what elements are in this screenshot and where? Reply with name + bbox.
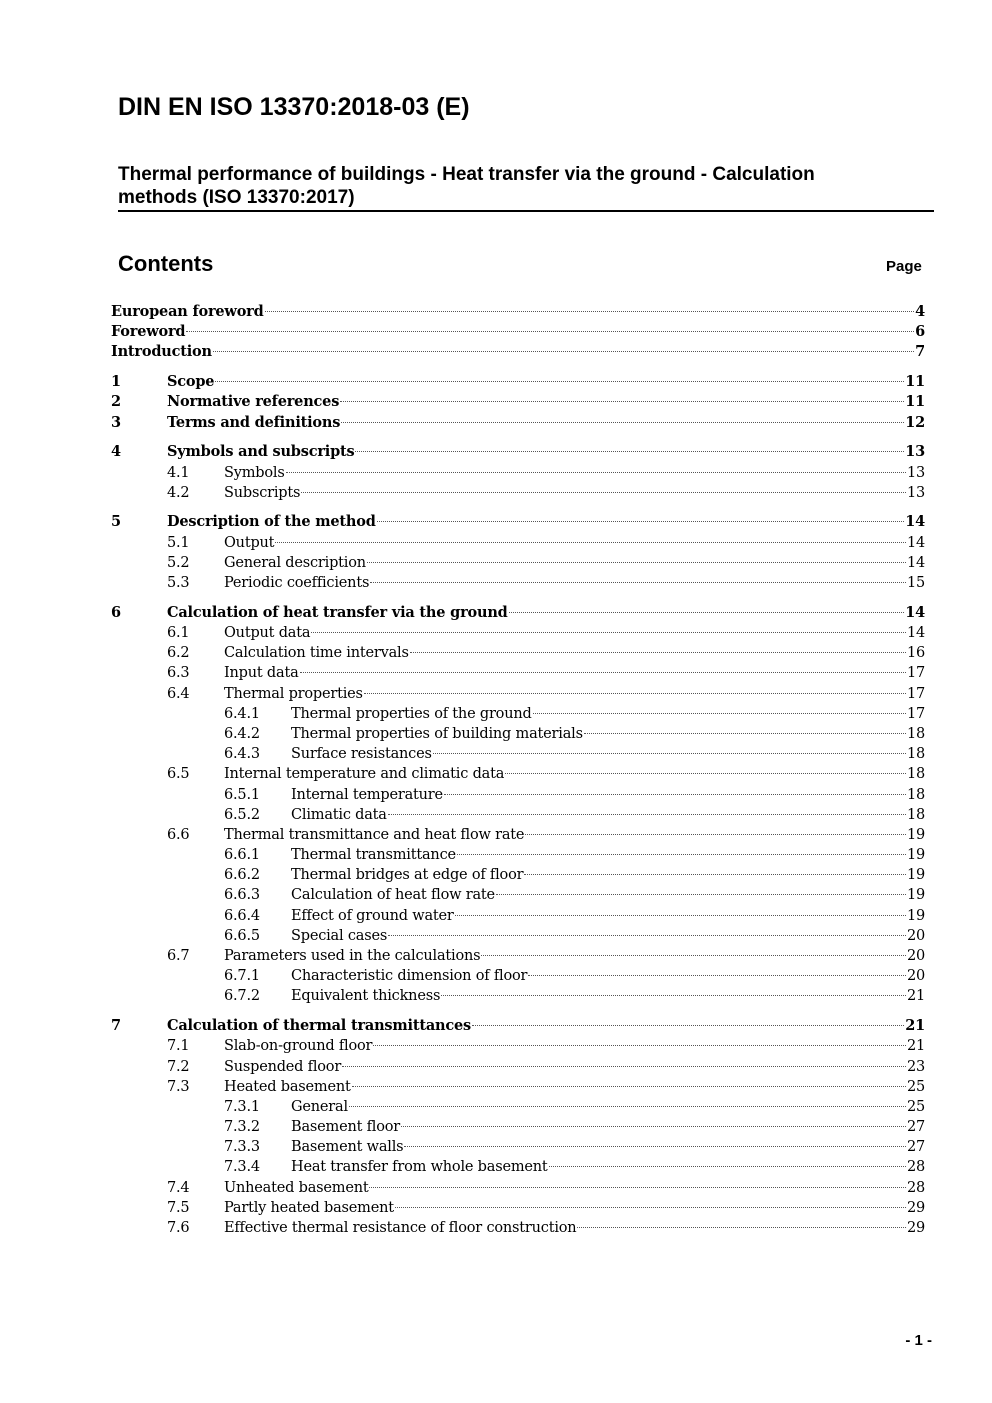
- toc-entry-title: Symbols and subscripts: [167, 443, 355, 461]
- toc-entry-title: Thermal bridges at edge of floor: [291, 867, 524, 884]
- toc-entry-title: Slab-on-ground floor: [224, 1038, 373, 1055]
- toc-entry-page: 25: [906, 1078, 925, 1095]
- toc-entry-title: Effect of ground water: [291, 907, 454, 924]
- page-column-heading: Page: [886, 258, 922, 275]
- toc-entry-title: Introduction: [111, 343, 212, 361]
- toc-entry-title: Special cases: [291, 927, 388, 944]
- toc-entry-page: 18: [906, 725, 925, 742]
- toc-entry-number: 6.4.1: [224, 705, 260, 722]
- toc-dot-leader: [444, 794, 906, 795]
- toc-entry-page: 21: [906, 988, 925, 1005]
- toc-entry-number: 7.3.1: [224, 1098, 260, 1115]
- toc-entry-page: 25: [906, 1098, 925, 1115]
- toc-dot-leader: [577, 1227, 906, 1228]
- toc-dot-leader: [524, 874, 906, 875]
- toc-dot-leader: [186, 331, 914, 332]
- toc-entry[interactable]: [111, 845, 925, 865]
- toc-entry[interactable]: [111, 906, 925, 926]
- toc-dot-leader: [388, 814, 906, 815]
- toc-entry[interactable]: [111, 1117, 925, 1137]
- toc-entry-page: 19: [906, 826, 925, 843]
- toc-entry-number: 7.4: [167, 1179, 190, 1196]
- toc-dot-leader: [352, 1086, 906, 1087]
- toc-entry-title: Climatic data: [291, 806, 387, 823]
- toc-entry-number: 7.3.3: [224, 1139, 260, 1156]
- toc-dot-leader: [364, 693, 906, 694]
- toc-dot-leader: [301, 492, 906, 493]
- toc-dot-leader: [367, 562, 906, 563]
- toc-entry-page: 17: [906, 665, 925, 682]
- toc-entry-number: 5.3: [167, 575, 190, 592]
- toc-entry-title: Effective thermal resistance of floor construction: [224, 1220, 577, 1237]
- toc-entry-number: 6.6.5: [224, 927, 260, 944]
- contents-heading: Contents: [118, 251, 214, 276]
- toc-entry[interactable]: [111, 764, 925, 784]
- toc-entry-page: 20: [906, 948, 925, 964]
- toc-dot-leader: [441, 995, 906, 996]
- toc-entry-number: 4: [111, 443, 121, 461]
- table-of-contents: [111, 302, 925, 1238]
- toc-entry-number: 6.7.2: [224, 988, 260, 1005]
- toc-entry[interactable]: [111, 553, 925, 573]
- toc-dot-leader: [457, 854, 906, 855]
- toc-entry-page: 20: [906, 968, 925, 985]
- toc-entry-title: Output data: [224, 625, 311, 641]
- toc-entry-number: 6.3: [167, 665, 190, 682]
- toc-entry[interactable]: [111, 825, 925, 845]
- toc-entry-page: 14: [906, 554, 925, 571]
- toc-entry[interactable]: [111, 885, 925, 905]
- toc-entry-page: 18: [906, 806, 925, 823]
- toc-entry-number: 6.5: [167, 766, 190, 783]
- toc-entry-number: 6: [111, 603, 121, 621]
- toc-dot-leader: [528, 975, 906, 976]
- toc-entry[interactable]: [111, 463, 925, 483]
- toc-entry-title: General description: [224, 554, 366, 571]
- toc-entry-title: Characteristic dimension of floor: [291, 968, 528, 985]
- toc-entry-page: 27: [906, 1139, 925, 1156]
- toc-dot-leader: [340, 401, 904, 402]
- toc-entry-number: 7.3: [167, 1078, 190, 1095]
- toc-dot-leader: [404, 1146, 906, 1147]
- toc-entry-title: Thermal transmittance and heat flow rate: [224, 826, 525, 843]
- toc-entry[interactable]: [111, 392, 925, 412]
- toc-entry[interactable]: [111, 302, 925, 322]
- toc-entry-page: 13: [905, 443, 925, 461]
- toc-entry[interactable]: [111, 1077, 925, 1097]
- toc-entry-title: Terms and definitions: [167, 413, 341, 431]
- toc-entry-title: Thermal properties of the ground: [291, 705, 532, 722]
- toc-dot-leader: [286, 472, 906, 473]
- toc-entry[interactable]: [111, 744, 925, 764]
- toc-entry-number: 4.2: [167, 484, 190, 501]
- toc-entry-title: Heat transfer from whole basement: [291, 1159, 548, 1176]
- toc-dot-leader: [549, 1166, 906, 1167]
- toc-entry-number: 7.3.4: [224, 1159, 260, 1176]
- toc-entry[interactable]: [111, 1137, 925, 1157]
- toc-dot-leader: [311, 632, 906, 633]
- toc-entry-number: 7.1: [167, 1038, 190, 1055]
- toc-entry-number: 6.6: [167, 826, 190, 843]
- toc-entry-title: Heated basement: [224, 1078, 351, 1095]
- document-title: DIN EN ISO 13370:2018-03 (E): [118, 93, 470, 121]
- toc-entry-page: 28: [906, 1179, 925, 1196]
- toc-entry-number: 3: [111, 413, 121, 431]
- toc-entry-title: Subscripts: [224, 484, 301, 501]
- toc-entry[interactable]: [111, 442, 925, 462]
- toc-entry-title: European foreword: [111, 303, 264, 320]
- toc-entry-page: 19: [906, 887, 925, 904]
- toc-entry-page: 14: [906, 534, 925, 551]
- toc-entry-title: Internal temperature: [291, 786, 443, 803]
- toc-entry[interactable]: [111, 865, 925, 885]
- toc-entry-title: Foreword: [111, 323, 186, 341]
- toc-entry-page: 18: [906, 786, 925, 803]
- toc-entry-number: 6.6.4: [224, 907, 260, 924]
- toc-entry[interactable]: [111, 684, 925, 704]
- toc-entry-page: 27: [906, 1119, 925, 1136]
- toc-dot-leader: [275, 542, 906, 543]
- toc-entry-page: 11: [905, 373, 925, 391]
- toc-entry[interactable]: [111, 342, 925, 362]
- toc-entry-page: 17: [906, 705, 925, 722]
- toc-entry-page: 21: [905, 1017, 925, 1035]
- toc-entry-page: 13: [906, 484, 925, 501]
- toc-entry-page: 15: [906, 575, 925, 592]
- toc-entry-page: 11: [905, 393, 925, 411]
- toc-entry[interactable]: [111, 966, 925, 986]
- toc-entry[interactable]: [111, 1218, 925, 1238]
- toc-entry-number: 6.7: [167, 948, 190, 964]
- toc-dot-leader: [433, 753, 906, 754]
- toc-dot-leader: [213, 351, 914, 352]
- toc-entry-title: Output: [224, 534, 275, 551]
- toc-entry-page: 18: [906, 766, 925, 783]
- toc-entry-title: Calculation time intervals: [224, 645, 409, 662]
- toc-dot-leader: [481, 955, 906, 956]
- toc-entry[interactable]: [111, 512, 925, 532]
- toc-entry-number: 1: [111, 373, 121, 391]
- toc-entry[interactable]: [111, 533, 925, 553]
- toc-entry-page: 14: [906, 625, 925, 641]
- toc-entry-page: 18: [906, 746, 925, 763]
- toc-dot-leader: [355, 451, 904, 452]
- toc-entry-page: 13: [906, 464, 925, 481]
- toc-entry-number: 6.4.2: [224, 725, 260, 742]
- toc-entry-title: Symbols: [224, 464, 285, 481]
- toc-entry[interactable]: [111, 1036, 925, 1056]
- document-subtitle: Thermal performance of buildings - Heat transfer via the ground - Calculation methods (ISO 13370:2017): [118, 164, 815, 208]
- toc-entry-page: 16: [906, 645, 925, 662]
- toc-entry-title: Description of the method: [167, 513, 376, 531]
- toc-entry-title: Equivalent thickness: [291, 988, 441, 1005]
- toc-entry-number: 6.5.2: [224, 806, 260, 823]
- toc-entry-title: Periodic coefficients: [224, 575, 370, 592]
- toc-entry-title: Internal temperature and climatic data: [224, 766, 505, 783]
- toc-dot-leader: [533, 713, 906, 714]
- toc-entry-number: 6.5.1: [224, 786, 260, 803]
- toc-entry-page: 28: [906, 1159, 925, 1176]
- toc-dot-leader: [496, 894, 906, 895]
- toc-entry[interactable]: [111, 704, 925, 724]
- toc-entry[interactable]: [111, 663, 925, 683]
- toc-entry[interactable]: [111, 986, 925, 1006]
- toc-entry-page: 23: [906, 1058, 925, 1075]
- toc-entry-number: 7.3.2: [224, 1119, 260, 1136]
- toc-entry-page: 14: [905, 513, 925, 531]
- toc-entry-page: 17: [906, 685, 925, 702]
- toc-entry[interactable]: [111, 785, 925, 805]
- toc-entry[interactable]: [111, 805, 925, 825]
- toc-entry[interactable]: [111, 946, 925, 966]
- toc-entry-number: 6.4: [167, 685, 190, 702]
- toc-dot-leader: [584, 733, 906, 734]
- toc-entry[interactable]: [111, 1198, 925, 1218]
- toc-entry-title: Partly heated basement: [224, 1199, 394, 1216]
- toc-entry-page: 29: [906, 1199, 925, 1216]
- toc-dot-leader: [410, 652, 906, 653]
- toc-entry-title: Thermal transmittance: [291, 847, 456, 864]
- toc-entry[interactable]: [111, 1178, 925, 1198]
- toc-entry-title: Suspended floor: [224, 1058, 342, 1075]
- toc-entry-number: 6.4.3: [224, 746, 260, 763]
- toc-entry-page: 4: [915, 303, 925, 320]
- toc-dot-leader: [349, 1106, 906, 1107]
- toc-dot-leader: [341, 422, 904, 423]
- toc-entry-title: Surface resistances: [291, 746, 432, 763]
- toc-entry-title: Thermal properties of building materials: [291, 725, 583, 742]
- toc-entry[interactable]: [111, 603, 925, 623]
- toc-entry-title: Thermal properties: [224, 685, 363, 702]
- toc-dot-leader: [215, 381, 904, 382]
- toc-entry-page: 12: [905, 413, 925, 431]
- toc-dot-leader: [265, 311, 915, 312]
- toc-entry-page: 19: [906, 847, 925, 864]
- toc-entry[interactable]: [111, 1057, 925, 1077]
- toc-dot-leader: [300, 672, 906, 673]
- toc-dot-leader: [525, 834, 906, 835]
- toc-dot-leader: [369, 1187, 905, 1188]
- toc-entry-page: 29: [906, 1220, 925, 1237]
- toc-entry-title: Calculation of heat transfer via the ground: [167, 603, 508, 621]
- toc-entry-page: 20: [906, 927, 925, 944]
- toc-entry[interactable]: [111, 1097, 925, 1117]
- toc-entry[interactable]: [111, 623, 925, 643]
- toc-entry-title: Normative references: [167, 393, 340, 411]
- toc-entry[interactable]: [111, 372, 925, 392]
- toc-entry[interactable]: [111, 643, 925, 663]
- toc-entry-number: 6.6.3: [224, 887, 260, 904]
- toc-dot-leader: [373, 1045, 906, 1046]
- toc-entry-title: Unheated basement: [224, 1179, 369, 1196]
- toc-entry[interactable]: [111, 1157, 925, 1177]
- toc-entry-page: 6: [915, 323, 925, 341]
- toc-entry-title: Basement walls: [291, 1139, 404, 1156]
- toc-entry[interactable]: [111, 724, 925, 744]
- toc-entry-number: 7.2: [167, 1058, 190, 1075]
- toc-entry-title: General: [291, 1098, 348, 1115]
- toc-entry-title: Scope: [167, 373, 215, 391]
- toc-entry[interactable]: [111, 573, 925, 593]
- toc-entry-number: 6.6.2: [224, 867, 260, 884]
- toc-entry-title: Calculation of heat flow rate: [291, 887, 495, 904]
- toc-dot-leader: [342, 1066, 906, 1067]
- toc-entry-number: 6.1: [167, 625, 190, 641]
- toc-entry-page: 19: [906, 867, 925, 884]
- toc-entry-page: 14: [905, 603, 925, 621]
- toc-entry-number: 4.1: [167, 464, 190, 481]
- toc-dot-leader: [505, 773, 906, 774]
- toc-entry-title: Parameters used in the calculations: [224, 948, 481, 964]
- toc-entry-number: 6.6.1: [224, 847, 260, 864]
- toc-entry-number: 7.5: [167, 1199, 190, 1216]
- toc-entry-title: Input data: [224, 665, 299, 682]
- toc-entry-number: 5: [111, 513, 121, 531]
- toc-entry-number: 5.2: [167, 554, 190, 571]
- toc-entry[interactable]: [111, 1016, 925, 1036]
- toc-entry[interactable]: [111, 413, 925, 433]
- toc-dot-leader: [455, 915, 906, 916]
- toc-entry-number: 6.2: [167, 645, 190, 662]
- toc-entry[interactable]: [111, 926, 925, 946]
- toc-entry-page: 21: [906, 1038, 925, 1055]
- toc-entry-page: 7: [915, 343, 925, 361]
- toc-dot-leader: [395, 1207, 906, 1208]
- toc-entry-number: 2: [111, 393, 121, 411]
- toc-entry[interactable]: [111, 322, 925, 342]
- toc-entry[interactable]: [111, 483, 925, 503]
- toc-dot-leader: [370, 582, 906, 583]
- toc-dot-leader: [401, 1126, 906, 1127]
- toc-dot-leader: [472, 1025, 904, 1026]
- toc-dot-leader: [509, 612, 905, 613]
- toc-dot-leader: [388, 935, 906, 936]
- toc-dot-leader: [377, 521, 905, 522]
- toc-entry-number: 7.6: [167, 1220, 190, 1237]
- toc-entry-title: Calculation of thermal transmittances: [167, 1017, 471, 1035]
- page-number: - 1 -: [905, 1332, 932, 1349]
- toc-entry-page: 19: [906, 907, 925, 924]
- toc-entry-number: 6.7.1: [224, 968, 260, 985]
- title-divider: [118, 210, 934, 212]
- toc-entry-title: Basement floor: [291, 1119, 401, 1136]
- toc-entry-number: 5.1: [167, 534, 190, 551]
- toc-entry-number: 7: [111, 1017, 121, 1035]
